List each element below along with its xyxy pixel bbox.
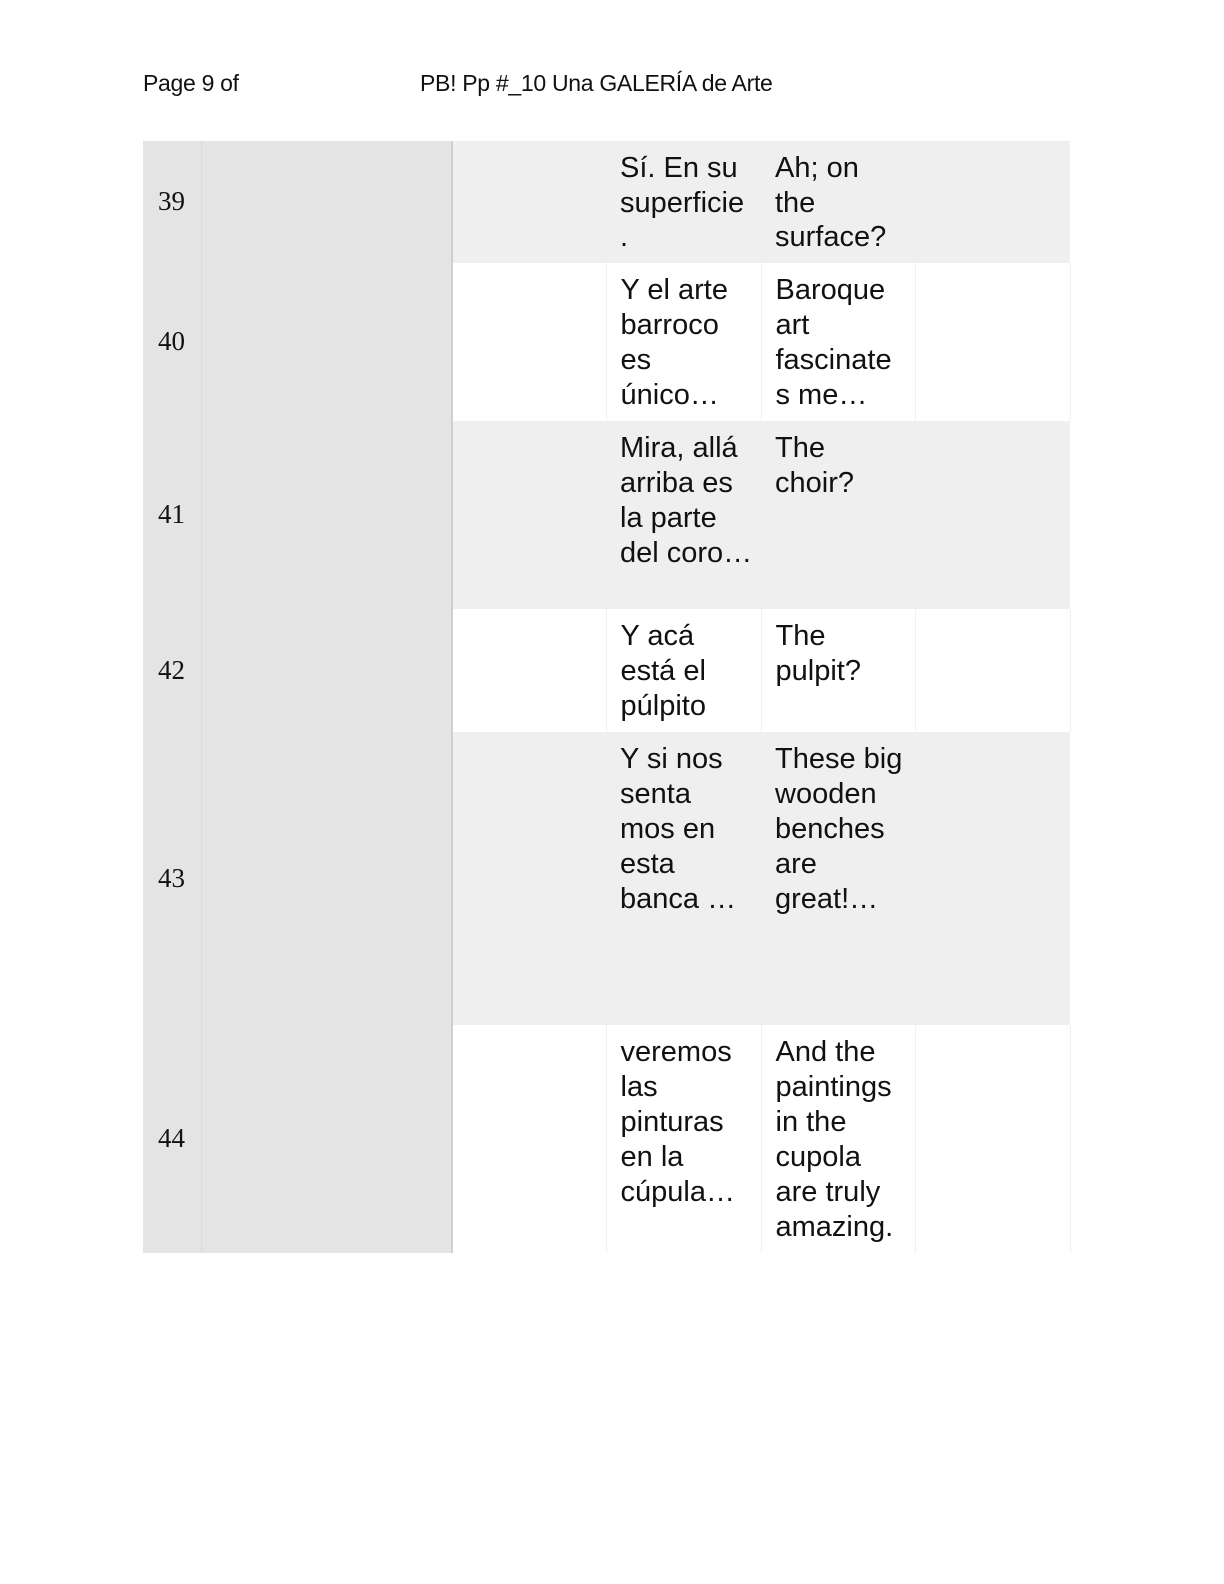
english-line: The pulpit? [761, 609, 915, 732]
table-row [143, 141, 1070, 263]
spanish-line: Y el arte barroco es único… [606, 263, 761, 421]
table-row [143, 421, 1070, 609]
blank-cell [201, 609, 452, 732]
blank-cell [452, 141, 606, 263]
table-row [143, 263, 1070, 421]
document-title: PB! Pp #_10 Una GALERÍA de Arte [420, 70, 773, 96]
english-line: Baroque art fascinate s me… [761, 263, 915, 421]
table-row [143, 732, 1070, 1025]
page-number-label: Page 9 of [143, 70, 239, 96]
blank-cell [915, 263, 1070, 421]
blank-cell [452, 609, 606, 732]
blank-cell [452, 421, 606, 609]
row-number: 43 [143, 732, 201, 1025]
blank-cell [915, 421, 1070, 609]
blank-cell [201, 1025, 452, 1253]
table-row [143, 1025, 1070, 1253]
table-row [143, 609, 1070, 732]
english-line: These big wooden benches are great!… [761, 732, 915, 1025]
blank-cell [201, 732, 452, 1025]
blank-cell [915, 609, 1070, 732]
page-header [143, 70, 1083, 100]
blank-cell [452, 1025, 606, 1253]
row-number: 39 [143, 141, 201, 263]
spanish-line: veremos las pinturas en la cúpula… [606, 1025, 761, 1253]
row-number: 44 [143, 1025, 201, 1253]
blank-cell [201, 421, 452, 609]
blank-cell [452, 732, 606, 1025]
blank-cell [915, 141, 1070, 263]
english-line: And the paintings in the cupola are truly amazing. [761, 1025, 915, 1253]
row-number: 40 [143, 263, 201, 421]
spanish-line: Y acá está el púlpito [606, 609, 761, 732]
spanish-line: Sí. En su superficie . [606, 141, 761, 263]
blank-cell [201, 141, 452, 263]
blank-cell [915, 732, 1070, 1025]
english-line: Ah; on the surface? [761, 141, 915, 263]
blank-cell [452, 263, 606, 421]
english-line: The choir? [761, 421, 915, 609]
script-table [143, 141, 1071, 1253]
row-number: 42 [143, 609, 201, 732]
blank-cell [915, 1025, 1070, 1253]
spanish-line: Mira, allá arriba es la parte del coro… [606, 421, 761, 609]
row-number: 41 [143, 421, 201, 609]
blank-cell [201, 263, 452, 421]
spanish-line: Y si nos senta mos en esta banca … [606, 732, 761, 1025]
